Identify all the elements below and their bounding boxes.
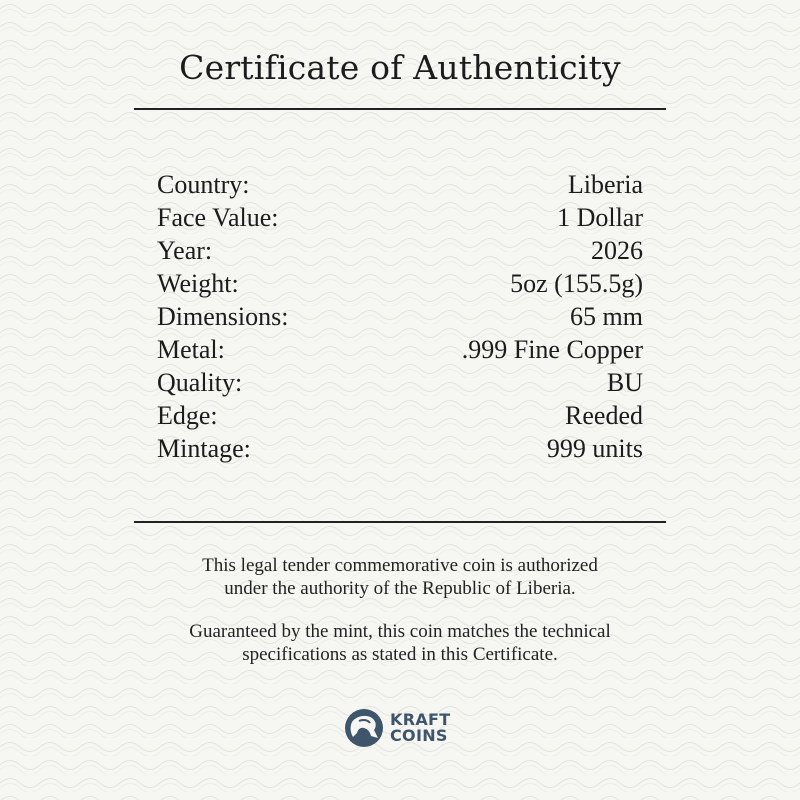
- logo-wordmark: [390, 712, 450, 744]
- certificate-title: Certificate of Authenticity: [179, 48, 621, 87]
- kraft-coins-logo: [344, 708, 450, 748]
- spec-label: Country:: [157, 170, 250, 199]
- guarantee-note-line-2: specifications as stated in this Certificate.: [242, 644, 558, 665]
- spec-value: .999 Fine Copper: [461, 335, 643, 364]
- spec-value: Reeded: [565, 401, 643, 430]
- spec-label: Edge:: [157, 401, 218, 430]
- spec-row-year: [157, 234, 643, 267]
- spec-row-quality: [157, 366, 643, 399]
- guarantee-note-line-1: Guaranteed by the mint, this coin matches the technical: [189, 621, 611, 642]
- legal-note-line-1: This legal tender commemorative coin is authorized: [202, 555, 598, 576]
- spec-value: 999 units: [546, 434, 643, 463]
- spec-label: Quality:: [157, 368, 243, 397]
- spec-value: 65 mm: [570, 302, 643, 331]
- spec-label: Year:: [157, 236, 213, 265]
- legal-tender-note: [0, 554, 800, 600]
- kraft-coins-logo-icon: [344, 708, 384, 748]
- spec-value: 5oz (155.5g): [510, 269, 643, 298]
- spec-row-mintage: [157, 432, 643, 465]
- spec-row-edge: [157, 399, 643, 432]
- spec-row-weight: [157, 267, 643, 300]
- spec-label: Face Value:: [157, 203, 279, 232]
- spec-row-country: [157, 168, 643, 201]
- spec-value: 1 Dollar: [557, 203, 643, 232]
- spec-row-metal: [157, 333, 643, 366]
- legal-note-line-2: under the authority of the Republic of Liberia.: [224, 578, 576, 599]
- spec-value: 2026: [591, 236, 643, 265]
- spec-list: [157, 168, 643, 465]
- spec-label: Metal:: [157, 335, 225, 364]
- logo-line-1: KRAFT: [390, 710, 451, 729]
- spec-value: BU: [606, 368, 643, 397]
- top-divider: [134, 108, 666, 110]
- spec-label: Weight:: [157, 269, 239, 298]
- spec-value: Liberia: [567, 170, 643, 199]
- guarantee-note: [0, 620, 800, 666]
- spec-label: Dimensions:: [157, 302, 289, 331]
- spec-row-dimensions: [157, 300, 643, 333]
- bottom-divider: [134, 521, 666, 523]
- spec-label: Mintage:: [157, 434, 251, 463]
- logo-line-2: COINS: [390, 726, 448, 745]
- spec-row-face-value: [157, 201, 643, 234]
